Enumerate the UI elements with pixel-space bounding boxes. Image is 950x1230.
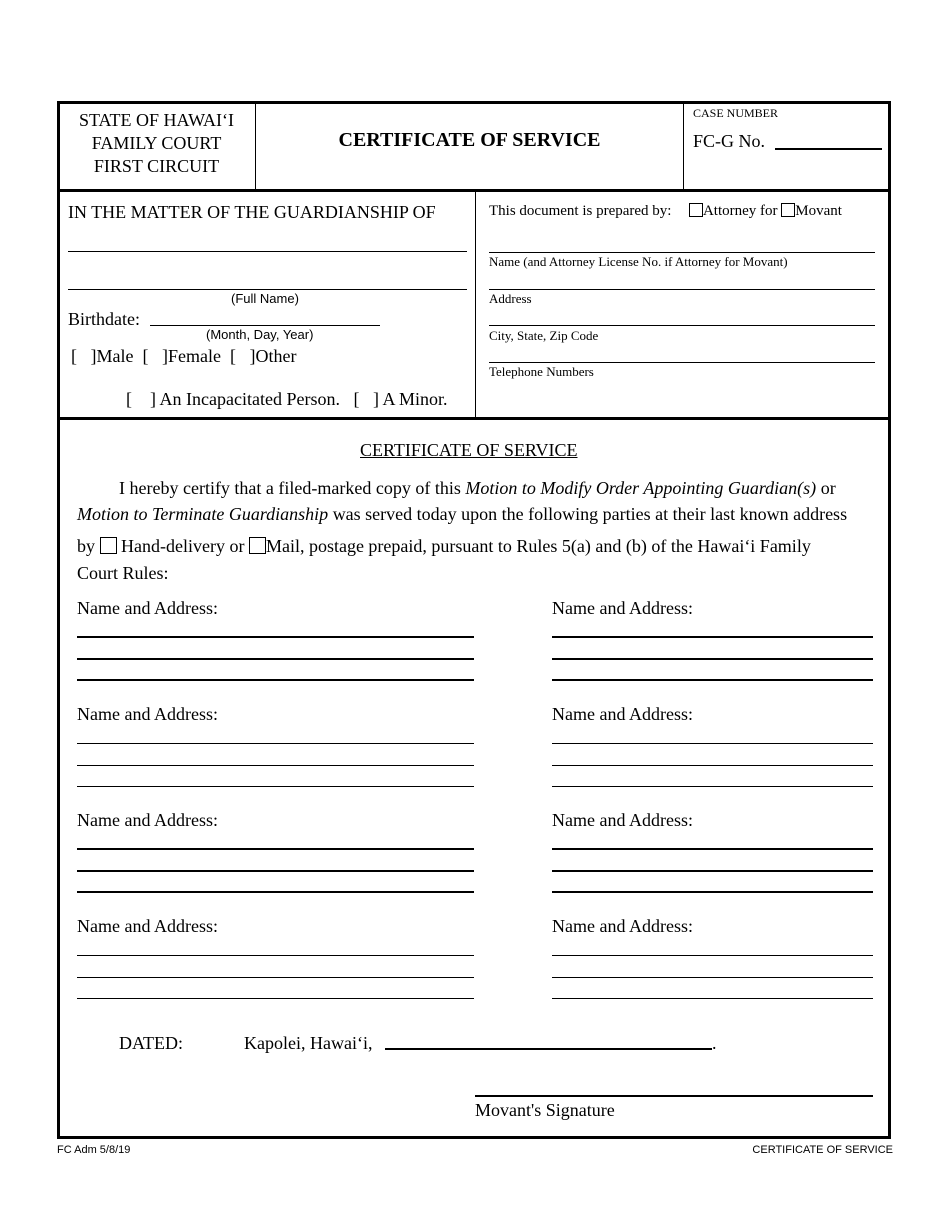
preparer-address-field[interactable] [489, 289, 875, 290]
party-5-line[interactable] [77, 848, 474, 850]
sex-female-checkbox[interactable]: [ ] [137, 346, 168, 366]
full-name-caption: (Full Name) [231, 291, 299, 306]
party-7-label: Name and Address: [77, 916, 218, 936]
sex-other-checkbox[interactable]: [ ] [225, 346, 256, 366]
party-3-label: Name and Address: [77, 704, 218, 724]
party-3-line[interactable] [77, 743, 474, 744]
certificate-line-2 [77, 504, 847, 525]
signature-label: Movant's Signature [475, 1100, 615, 1120]
movant-checkbox[interactable] [781, 203, 795, 217]
dated-place: Kapolei, Hawai‘i, [244, 1033, 373, 1053]
party-5-line[interactable] [77, 870, 474, 872]
matter-heading: IN THE MATTER OF THE GUARDIANSHIP OF [68, 202, 436, 222]
court-family: FAMILY COURT [91, 133, 222, 153]
matter-bottom-border [57, 417, 891, 420]
court-name [60, 109, 253, 178]
party-1-line[interactable] [77, 679, 474, 681]
party-3-line[interactable] [77, 786, 474, 787]
party-2-line[interactable] [552, 636, 873, 638]
minor-label: A Minor. [382, 389, 448, 409]
party-2-line[interactable] [552, 658, 873, 660]
party-6-line[interactable] [552, 891, 873, 893]
party-2-line[interactable] [552, 679, 873, 681]
party-5-label: Name and Address: [77, 810, 218, 830]
party-7-line[interactable] [77, 977, 474, 978]
incapacitated-checkbox[interactable]: [ ] [126, 389, 156, 409]
preparer-phone-field[interactable] [489, 362, 875, 363]
header-bottom-border [57, 189, 891, 192]
dated-label: DATED: [119, 1033, 183, 1053]
party-6-line[interactable] [552, 870, 873, 872]
certificate-heading: CERTIFICATE OF SERVICE [360, 440, 578, 460]
date-field[interactable] [385, 1048, 712, 1050]
matter-divider [475, 190, 476, 418]
mail-label: Mail, postage prepaid, pursuant to Rules 5(a) and (b) of the Hawai‘i Family [265, 536, 811, 556]
party-5-line[interactable] [77, 891, 474, 893]
birthdate-label: Birthdate: [68, 309, 140, 329]
case-number-label: CASE NUMBER [693, 106, 779, 120]
party-4-label: Name and Address: [552, 704, 693, 724]
certificate-line-4: Court Rules: [77, 563, 169, 583]
preparer-address-label: Address [489, 291, 532, 306]
attorney-label: Attorney for [702, 203, 778, 219]
hand-delivery-label: Hand-delivery or [121, 536, 245, 556]
party-1-line[interactable] [77, 658, 474, 660]
prepared-by-row [489, 203, 842, 220]
certificate-line-1 [119, 478, 836, 499]
sex-male-label: Male [96, 346, 134, 366]
preparer-name-label: Name (and Attorney License No. if Attorney for Movant) [489, 254, 788, 269]
party-1-line[interactable] [77, 636, 474, 638]
full-name-line-2[interactable] [68, 289, 467, 290]
party-8-line[interactable] [552, 977, 873, 978]
mail-checkbox[interactable] [249, 537, 266, 554]
hand-delivery-checkbox[interactable] [100, 537, 117, 554]
birthdate-field[interactable] [150, 325, 380, 326]
party-2-label: Name and Address: [552, 598, 693, 618]
header-divider-right [683, 101, 684, 190]
preparer-phone-label: Telephone Numbers [489, 364, 594, 379]
preparer-city-label: City, State, Zip Code [489, 328, 599, 343]
party-7-line[interactable] [77, 998, 474, 999]
case-number-field[interactable] [775, 148, 882, 150]
party-6-label: Name and Address: [552, 810, 693, 830]
sex-male-checkbox[interactable]: [ ] [71, 346, 97, 366]
incapacitated-label: An Incapacitated Person. [159, 389, 340, 409]
sex-female-label: Female [167, 346, 221, 366]
movant-label: Movant [795, 203, 842, 219]
party-6-line[interactable] [552, 848, 873, 850]
sex-options [71, 346, 296, 367]
preparer-name-field[interactable] [489, 252, 875, 253]
certificate-text-3a: by [77, 536, 95, 556]
motion-terminate-title: Motion to Terminate Guardianship [77, 504, 329, 524]
preparer-city-field[interactable] [489, 325, 875, 326]
certificate-text-1b: or [816, 478, 836, 498]
party-8-label: Name and Address: [552, 916, 693, 936]
birthdate-caption: (Month, Day, Year) [206, 327, 314, 342]
attorney-checkbox[interactable] [689, 203, 703, 217]
party-1-label: Name and Address: [77, 598, 218, 618]
full-name-line-1[interactable] [68, 251, 467, 252]
document-title: CERTIFICATE OF SERVICE [338, 129, 601, 151]
prepared-by-label: This document is prepared by: [489, 203, 672, 219]
motion-modify-title: Motion to Modify Order Appointing Guardian(s) [465, 478, 817, 498]
certificate-text-2b: was served today upon the following parties at their last known address [328, 504, 848, 524]
party-8-line[interactable] [552, 998, 873, 999]
case-number-prefix: FC-G No. [693, 131, 766, 151]
certificate-text-1a: I hereby certify that a filed-marked copy of this [119, 478, 466, 498]
signature-field[interactable] [475, 1095, 873, 1097]
party-3-line[interactable] [77, 765, 474, 766]
sex-other-label: Other [255, 346, 297, 366]
minor-checkbox[interactable]: [ ] [344, 389, 379, 409]
party-4-line[interactable] [552, 743, 873, 744]
form-footer-title: CERTIFICATE OF SERVICE [752, 1144, 893, 1156]
party-8-line[interactable] [552, 955, 873, 956]
court-circuit: FIRST CIRCUIT [93, 156, 220, 176]
status-options [126, 389, 447, 410]
court-state: STATE OF HAWAI‘I [78, 110, 235, 130]
form-id: FC Adm 5/8/19 [57, 1144, 131, 1156]
party-7-line[interactable] [77, 955, 474, 956]
party-4-line[interactable] [552, 786, 873, 787]
certificate-line-3 [77, 536, 811, 557]
party-4-line[interactable] [552, 765, 873, 766]
date-period: . [712, 1033, 717, 1053]
